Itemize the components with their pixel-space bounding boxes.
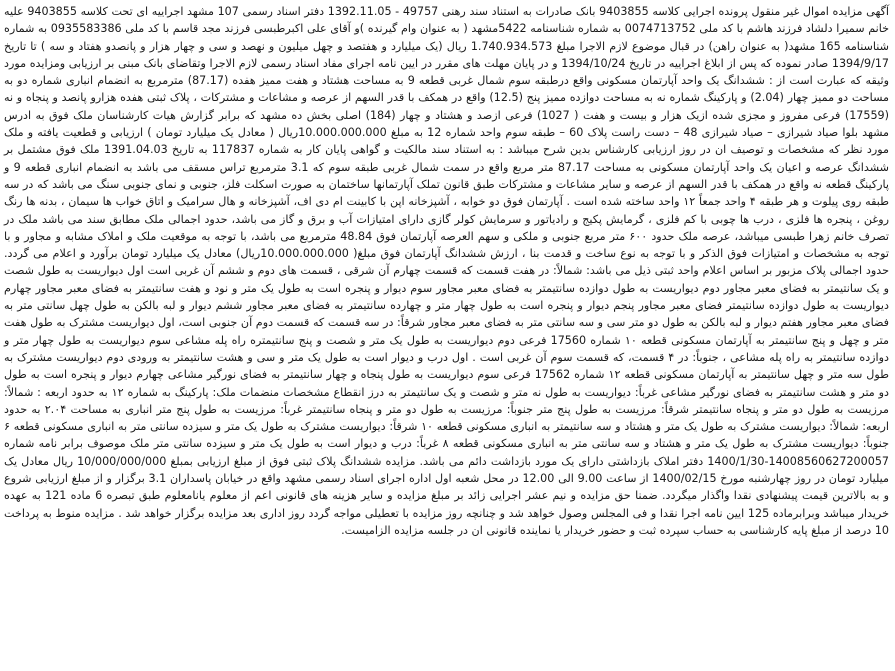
notice-body-text: آگهی مزایده اموال غیر منقول پرونده اجرایی کلاسه 9403855 بانک صادرات به استناد سند رهنی 49757 - 1392.11.05 دفتر اسناد رسمی 107 مشهد اجراییه ای تحت کلاسه 9403855 علیه خانم سمیرا دلشاد فرزند هاشم با کد ملی 0074713752 به شماره شناسنامه 5422مشهد ( به عنوان وام گیرنده )و آقای علی اکبرطبسی فرزند مجد قاسم با کد ملی 0935583386 به شماره شناسنامه 165 مشهد( به عنوان راهن) در قبال موضوع لازم الاجرا مبلغ 1.740.934.573 ریال (یک میلیارد و هفتصد و چهل میلیون و نهصد و سی و چهار هزار و پانصدو هفتاد و سه ) تا تاریخ 1394/9/17 صادر نموده که پس از ابلاغ اجراییه در تاریخ 1394/10/24 و در پایان مهلت های مقرر در ایین نامه اجرای مفاد اسناد رسمی لازم الاجرا وتقاضای بانک مبنی بر ارزیابی ومزایده مورد وثیقه که عبارت است از : ششدانگ یک واحد آپارتمان مسکونی واقع درطبقه سوم شمال غربی قطعه 9 به مساحت هشتاد و هفت ممیز هفده (87.17) مترمربع به انضمام انباری شماره دو به مساحت دو ممیز چهار (2.04) و پارکینگ شماره نه به مساحت دوازده ممیز پنج (12.5) واقع در همکف با قدر السهم از عرصه و مشاعات و مشترکات ، پلاک ثبتی هفده هزارو پانصد و پنجاه و نه (17559) فرعی مفروز و مجزی شده ازیک هزار و بیست و هفت ( 1027) فرعی ازصد و هشتاد و چهار (184) اصلی بخش ده مشهد که برابر گزارش هیات کارشناسان ملک فوق به ادرس مشهد بلوا صیاد شیرازی – صیاد شیرازی 48 – دست راست پلاک 60 – طبقه سوم واحد شماره 12 به مبلغ 10.000.000.000ریال ( معادل یک میلیارد تومان ) ارزیابی و قطعیت یافته و ملک مورد نظر که مشخصات و توصیف ان در روز ارزیابی کارشناس بدین شرح میباشد : به استناد سند مالکیت و گواهی پایان کار به شماره 117837 به تاریخ 1391.04.03 ملک فوق مشتمل بر ششدانگ عرصه و اعیان یک واحد آپارتمان مسکونی به مساحت 87.17 متر مربع واقع در سمت شمال غربی طبقه سوم که 3.1 مترمربع تراس مسقف می باشد به انضمام انباری قطعه 9 و پارکینگ قطعه نه واقع در همکف با قدر السهم از عرصه و سایر مشاعات و مشترکات طبق قانون تملک آپارتمانها ساختمان به صورت اسکلت فلز، جنوبی و نمای جنوبی سنگ می باشد که در سه طبقه روی پیلوت و هر طبقه ۴ واحد جمعاً ۱۲ واحد ساخته شده است . آپارتمان فوق دو خوابه ، آشپزخانه اپن با کابینت ام دی اف، آشپزخانه و هال سرامیک و اتاق خواب ها سیمان ، بدنه ها رنگ روغن ، پنجره ها فلزی ، درب ها چوبی با کم فلزی ، گرمایش پکیج و رادیاتور و سرمایش کولر گازی دارای امتیازات آب و برق و گاز می باشد، حدود اجمالی ملک مطابق سند می باشد ملک در تصرف خانم زهرا طبسی میباشد، عرصه ملک حدود ۶۰۰ متر مربع جنوبی و ملکی و سهم العرصه آپارتمان فوق 48.84 مترمربع می باشد، با توجه به موقعیت ملک و املاک مشابه و مجاور و با توجه به مشخصات و امتیازات فوق الذکر و با توجه به نوع ساخت و قدمت بنا ، ارزش ششدانگ آپارتمان فوق مبلغ( 10.000.000.000ریال) معادل یک میلیارد تومان برآورد و اعلام می گردد. حدود اجمالی پلاک مزبور بر اساس اعلام واحد ثبتی ذیل می باشد: شمالاً: در هفت قسمت که قسمت چهارم آن شرقی ، قسمت های دوم و ششم آن غربی است اول دیواریست به طول شصت و یک سانتیمتر به فضای معبر مجاور دوم دیواریست به طول دوازده سانتیمتر به فضای معبر مجاور سوم دیوار و پنجره است به طول یک متر و نود و هفت سانتیمتر به فضای معبر مجاور چهارم دیواریست به طول دوازده سانتیمتر فضای معبر مجاور پنجم دیوار و پنجره است به طول چهار متر و چهارده سانتیمتر به فضای معبر مجاور ششم دیوار و لبه بالکن به طول چهل سانتی متر به فضای معبر مجاور هفتم دیوار و لبه بالکن به طول دو متر سی و سه سانتی متر به فضای معبر مجاور شرقاً: در سه قسمت که قسمت دوم آن جنوبی است، اول دیواریست مشترک به طول هفت متر و چهل و پنج سانتیمتر به آپارتمان مسکونی قطعه ۱۰ شماره 17560 فرعی دوم دیواریست به طول یک متر و شصت و پنج سانتیمتره راه پله مشاعی سوم دیواریست به طول چهار متر و دوازده سانتیمتر به راه پله مشاعی ، جنوباً: در ۴ قسمت، که قسمت سوم آن غربی است . اول درب و دیوار است به طول یک متر و سی و هشت سانتیمتر به ورودی دوم دیواریست مشترک به طول سه متر و چهل سانتیمتر به آپارتمان مسکونی قطعه ۱۲ شماره 17562 فرعی سوم دیواریست به طول پنجاه و چهار سانتیمتر به فضای نورگیر مشاعی چهارم دیوار و پنجره است به طول دو متر و هشت سانتیمتر به فضای نورگیر مشاعی غرباً: دیواریست به طول نه متر و شصت و یک سانتیمتر به درز انقطاع مشخصات منضمات ملک: پارکینگ به شماره ۱۲ به حدود اربعه : شمالاً: مرزیست به طول دو متر و پنجاه سانتیمتر شرقاً: مرزیست به طول پنج متر جنوباً: مرزیست به طول دو متر و پنجاه سانتیمتر غرباً: مرزیست به طول پنج متر انباری به مساحت ۲.۰۴ به حدود اربعه: شمالاً: دیواریست مشترک به طول یک متر و هشتاد و سه سانتیمتر به انباری مسکونی قطعه ۱۰ شرقاً: دیواریست مشترک به طول یک متر و سیزده سانتی متر به انباری مسکونی قطعه ۶ جنوباً: دیواریست مشترک به طول یک متر و هشتاد و سه سانتی متر به انباری مسکونی قطعه ۸ غرباً: درب و دیوار است به طول یک متر و سیزده سانتی متر ملک موصوف برابر نامه شماره 14008560627200057-1400/1/30 دفتر املاک بازداشتی دارای یک مورد بازداشت دائم می باشد. مزایده ششدانگ پلاک ثبتی فوق از مبلغ ارزیابی بمبلغ 10/000/000/000 ریال معادل یک میلیارد تومان در روز چهارشنبه مورخ 1400/02/15 از ساعت 9.00 الی 12.00 در محل شعبه اول اداره اجرای اسناد رسمی مشهد واقع در خیابان پاسداران 3.1 برگزار و از مبلغ ارزیابی شروع و به بالاترین قیمت پیشنهادی نقدا واگذار میگردد. ضمنا حق مزایده و نیم عشر اجرایی زائد بر مبلغ مزایده و سایر هزینه های قانونی اعم از معلوم یانامعلوم طبق تبصره 6 ماده 121 به عهده خریدار میباشد وبرابرماده 125 ایین نامه اجرا نقدا و فی المجلس وصول خواهد شد و چنانچه روز مزایده با تعطیلی مواجه گردد روز اداری بعد مزایده برگزار خواهد شد . مزایده منوط به پرداخت 10 درصد از مبلغ پایه کارشناسی به حساب سپرده ثبت و حضور خریدار یا نماینده قانونی ان در جلسه مزایده الزامیست. (4, 5, 890, 537)
